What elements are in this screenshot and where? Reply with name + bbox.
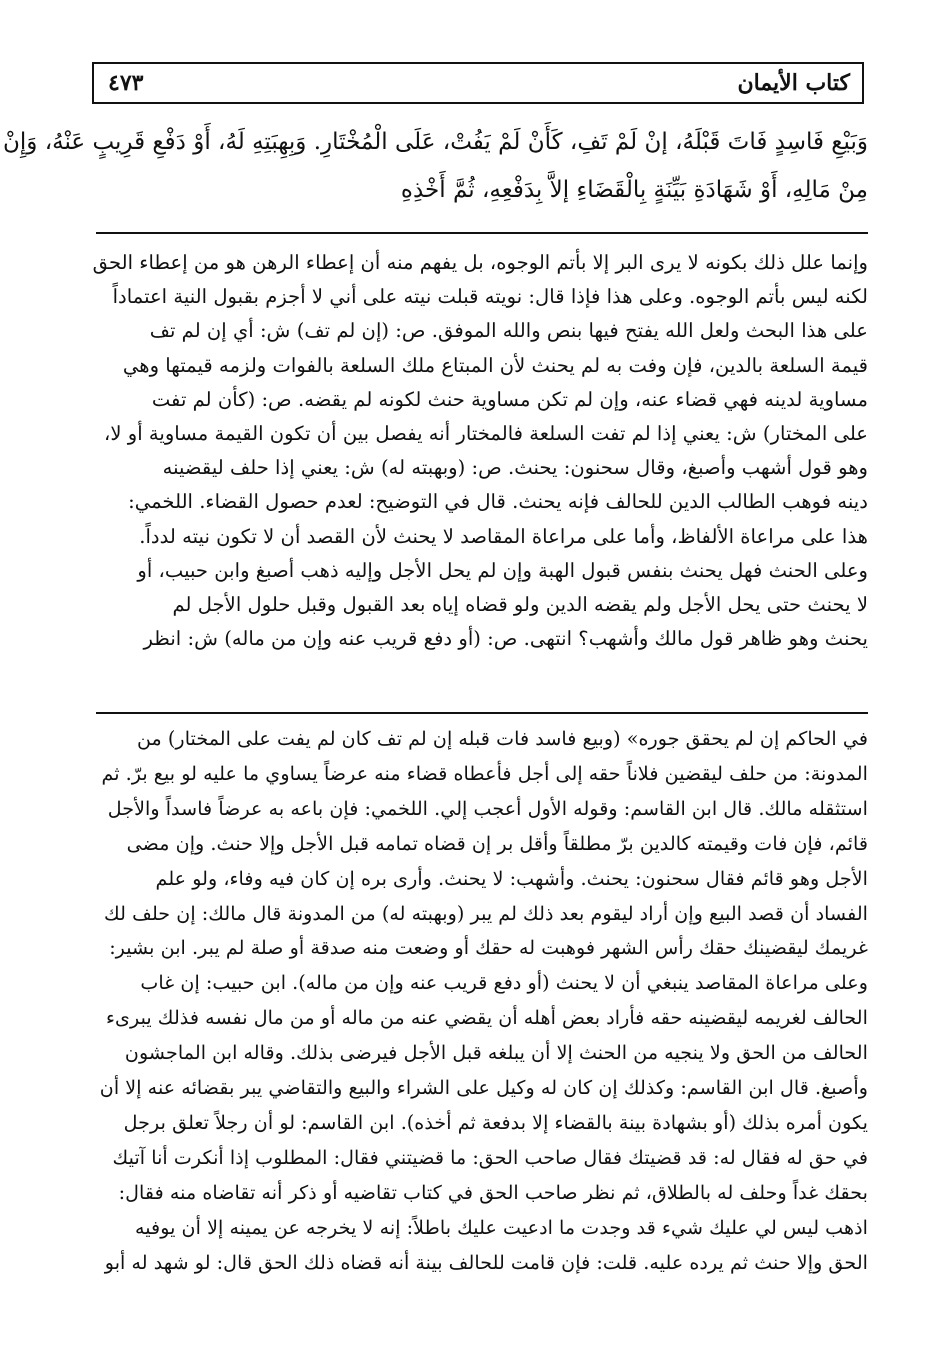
page-number: ٤٧٣: [108, 70, 144, 96]
commentary-line: وهو قول أشهب وأصبغ، وقال سحنون: يحنث. ص: (وبهبته له) ش: يعني إذا حلف ليقضينه: [162, 456, 868, 480]
commentary-line: غريمك ليقضينك حقك رأس الشهر فوهبت له حقك أو وضعت منه صدقة أو صلة لم يبر. ابن بشير:: [109, 936, 868, 960]
commentary-line: الحالف لغريمه ليقضينه حقه فأراد بعض أهله أن يقضي عنه من ماله أو من مال نفسه فذلك يبرىء: [105, 1006, 868, 1030]
commentary-line: استثقله مالك. قال ابن القاسم: وقوله الأول أعجب إلي. اللخمي: فإن باعه به عرضاً فاسداً والأجل: [107, 796, 868, 820]
commentary-line: دينه فوهب الطالب الدين للحالف فإنه يحنث. قال في التوضيح: لعدم حصول القضاء. اللخمي:: [128, 490, 868, 514]
commentary-line: مساوية لدينه فهي قضاء عنه، وإن لم تكن مساوية حنث لكونه لم يقضه. ص: (كأن لم تفت: [151, 387, 868, 411]
commentary-bottom: [96, 722, 868, 1281]
commentary-line: وعلى مراعاة المقاصد ينبغي أن لا يحنث (أو دفع قريب عنه وإن من ماله). ابن حبيب: إن غاب: [140, 971, 868, 995]
commentary-line: وأصبغ. قال ابن القاسم: وكذلك إن كان له وكيل على الشراء والبيع والتقاضي يبر بقضائه عنه إلا أن: [99, 1076, 868, 1100]
commentary-line: الحق وإلا حنث ثم يرده عليه. قلت: فإن قامت للحالف بينة أنه قضاه ذلك الحق قال: لو شهد له أبو: [104, 1250, 868, 1274]
commentary-line: وإنما علل ذلك بكونه لا يرى البر إلا بأتم الوجوه، بل يفهم منه أن إعطاء الرهن هو من إعطاء الحق: [92, 251, 868, 274]
commentary-line: لكنه ليس بأتم الوجوه. وعلى هذا فإذا قال: نويته قبلت نيته على أني لا أجزم بقبول النية اعتماداً: [112, 285, 868, 309]
commentary-line: يحنث وهو ظاهر قول مالك وأشهب؟ انتهى. ص: (أو دفع قريب عنه وإن من ماله) ش: انظر: [143, 627, 868, 651]
commentary-line: لا يحنث حتى يحل الأجل ولم يقضه الدين ولو قضاه إياه بعد القبول وقبل حلول الأجل لم: [172, 593, 868, 617]
matn-line: وَبَيْعِ فَاسِدٍ فَاتَ قَبْلَهُ، إنْ لَمْ تَفِ، كَأَنْ لَمْ يَفُتْ، عَلَى الْمُخْتَارِ. وَبِهِبَتِهِ لَهُ، أَوْ دَفْعِ قَرِيبٍ عَنْهُ، وَإِنْ: [3, 129, 868, 155]
divider-rule: [96, 232, 868, 234]
commentary-line: في حق له فقال له: قد قضيتك فقال صاحب الحق: ما قضيتني فقال: المطلوب إذا أنكرت أنا آتيك: [112, 1145, 868, 1169]
commentary-line: هذا على مراعاة الألفاظ، وأما على مراعاة المقاصد لا يحنث لأن القصد أن لا تكون نيته لدداً.: [139, 524, 868, 548]
commentary-line: الحالف من الحق ولا ينجيه من الحنث إلا أن يبلغه قبل الأجل فيرضى بذلك. وقاله ابن الماجشون: [124, 1041, 868, 1065]
matn-text: [3, 118, 868, 214]
commentary-line: اذهب ليس لي عليك شيء قد وجدت ما ادعيت عليك باطلاً: إنه لا يخرجه عن يمينه إلا أن يوفيه: [134, 1215, 868, 1239]
commentary-line: المدونة: من حلف ليقضين فلاناً حقه إلى أجل فأعطاه قضاء منه عرضاً يساوي ما عليه لو بيع برّ. ثم: [101, 761, 868, 785]
commentary-line: يكون أمره بذلك (أو بشهادة بينة بالقضاء إلا بدفعة ثم أخذه). ابن القاسم: لو أن رجلاً تعلق برجل: [123, 1110, 868, 1134]
commentary-line: الأجل وهو قائم فقال سحنون: يحنث. وأشهب: لا يحنث. وأرى بره إن كان فيه وفاء، ولو علم: [155, 866, 868, 890]
commentary-line: على هذا البحث ولعل الله يفتح فيها بنص والله الموفق. ص: (إن لم تف) ش: أي إن لم تف: [149, 319, 868, 343]
matn-line: مِنْ مَالِهِ، أَوْ شَهَادَةِ بَيِّنَةٍ بِالْقَضَاءِ إلاَّ بِدَفْعِهِ، ثُمَّ أَخْذِهِ: [400, 177, 868, 203]
page-header: [92, 62, 864, 104]
commentary-line: قائم، فإن فات وقيمته كالدين برّ مطلقاً وأقل بر إن قضاه تمامه قبل الأجل وإلا حنث. وإن مضى: [126, 831, 868, 855]
book-title: كتاب الأيمان: [737, 70, 850, 96]
commentary-line: وعلى الحنث فهل يحنث بنفس قبول الهبة وإن لم يحل الأجل وإليه ذهب أصبغ وابن حبيب، أو: [137, 558, 868, 582]
divider-rule: [96, 712, 868, 714]
commentary-line: في الحاكم إن لم يحقق جوره» (وبيع فاسد فات قبله إن لم تف كان لم يفت على المختار) من: [136, 727, 868, 750]
commentary-line: على المختار) ش: يعني إذا لم تفت السلعة فالمختار أنه يفصل بين أن تكون القيمة مساوية أو لا،: [104, 422, 868, 446]
commentary-line: قيمة السلعة بالدين، فإن وفت به لم يحنث لأن المبتاع ملك السلعة بالفوات ولزمه قيمتها وهي: [122, 353, 868, 377]
commentary-line: بحقك غداً وحلف له بالطلاق، ثم نظر صاحب الحق في كتاب تقاضيه أو ذكر أنه تقاضاه منه فقال:: [118, 1180, 868, 1204]
commentary-top: [92, 246, 868, 656]
commentary-line: الفساد أن قصد البيع وإن أراد ليقوم بعد ذلك لم يبر (وبهبته له) من المدونة قال مالك: إن حلف لك: [103, 901, 868, 925]
